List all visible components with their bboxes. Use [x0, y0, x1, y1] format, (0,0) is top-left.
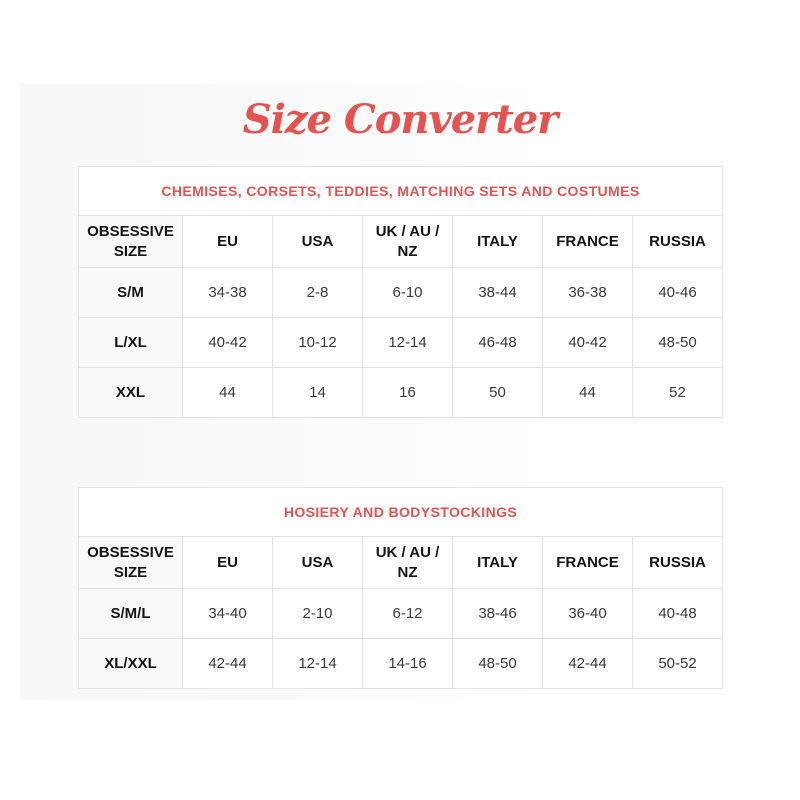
size-value-eu: 42-44 — [183, 639, 273, 689]
size-value-uk-au-nz: 12-14 — [363, 318, 453, 368]
column-header-russia: RUSSIA — [633, 216, 723, 268]
column-header-obsessive-size: OBSESSIVE SIZE — [79, 216, 183, 268]
column-header-eu: EU — [183, 537, 273, 589]
size-value-uk-au-nz: 14-16 — [363, 639, 453, 689]
column-header-usa: USA — [273, 537, 363, 589]
size-value-uk-au-nz: 6-12 — [363, 589, 453, 639]
size-label: XXL — [79, 368, 183, 418]
table-row — [79, 589, 723, 639]
size-value-france: 44 — [543, 368, 633, 418]
column-header-usa: USA — [273, 216, 363, 268]
size-value-russia: 50-52 — [633, 639, 723, 689]
column-header-italy: ITALY — [453, 537, 543, 589]
size-value-eu: 44 — [183, 368, 273, 418]
size-value-eu: 40-42 — [183, 318, 273, 368]
size-label: S/M — [79, 268, 183, 318]
table-caption: CHEMISES, CORSETS, TEDDIES, MATCHING SETS AND COSTUMES — [78, 166, 723, 215]
size-value-france: 42-44 — [543, 639, 633, 689]
size-value-france: 40-42 — [543, 318, 633, 368]
table-row — [79, 639, 723, 689]
column-header-france: FRANCE — [543, 537, 633, 589]
column-header-obsessive-size: OBSESSIVE SIZE — [79, 537, 183, 589]
column-header-italy: ITALY — [453, 216, 543, 268]
column-header-france: FRANCE — [543, 216, 633, 268]
size-value-russia: 48-50 — [633, 318, 723, 368]
table-row — [79, 268, 723, 318]
size-value-russia: 52 — [633, 368, 723, 418]
size-value-eu: 34-38 — [183, 268, 273, 318]
column-header-uk-au-nz: UK / AU / NZ — [363, 216, 453, 268]
size-value-usa: 12-14 — [273, 639, 363, 689]
size-value-russia: 40-46 — [633, 268, 723, 318]
table-row — [79, 368, 723, 418]
size-table-chemises — [78, 166, 723, 418]
size-label: XL/XXL — [79, 639, 183, 689]
size-value-usa: 2-10 — [273, 589, 363, 639]
column-header-eu: EU — [183, 216, 273, 268]
size-conversion-table — [78, 215, 723, 418]
size-value-eu: 34-40 — [183, 589, 273, 639]
size-value-usa: 10-12 — [273, 318, 363, 368]
table-row — [79, 318, 723, 368]
size-conversion-table — [78, 536, 723, 689]
size-label: L/XL — [79, 318, 183, 368]
size-value-russia: 40-48 — [633, 589, 723, 639]
size-value-uk-au-nz: 16 — [363, 368, 453, 418]
size-value-france: 36-40 — [543, 589, 633, 639]
size-value-france: 36-38 — [543, 268, 633, 318]
size-value-usa: 14 — [273, 368, 363, 418]
table-header-row — [79, 537, 723, 589]
size-value-uk-au-nz: 6-10 — [363, 268, 453, 318]
size-value-italy: 38-46 — [453, 589, 543, 639]
table-header-row — [79, 216, 723, 268]
table-caption: HOSIERY AND BODYSTOCKINGS — [78, 487, 723, 536]
size-value-italy: 46-48 — [453, 318, 543, 368]
page-title: Size Converter — [242, 96, 558, 143]
size-value-italy: 48-50 — [453, 639, 543, 689]
size-value-usa: 2-8 — [273, 268, 363, 318]
size-value-italy: 50 — [453, 368, 543, 418]
size-table-hosiery — [78, 487, 723, 689]
size-label: S/M/L — [79, 589, 183, 639]
size-value-italy: 38-44 — [453, 268, 543, 318]
column-header-uk-au-nz: UK / AU / NZ — [363, 537, 453, 589]
column-header-russia: RUSSIA — [633, 537, 723, 589]
